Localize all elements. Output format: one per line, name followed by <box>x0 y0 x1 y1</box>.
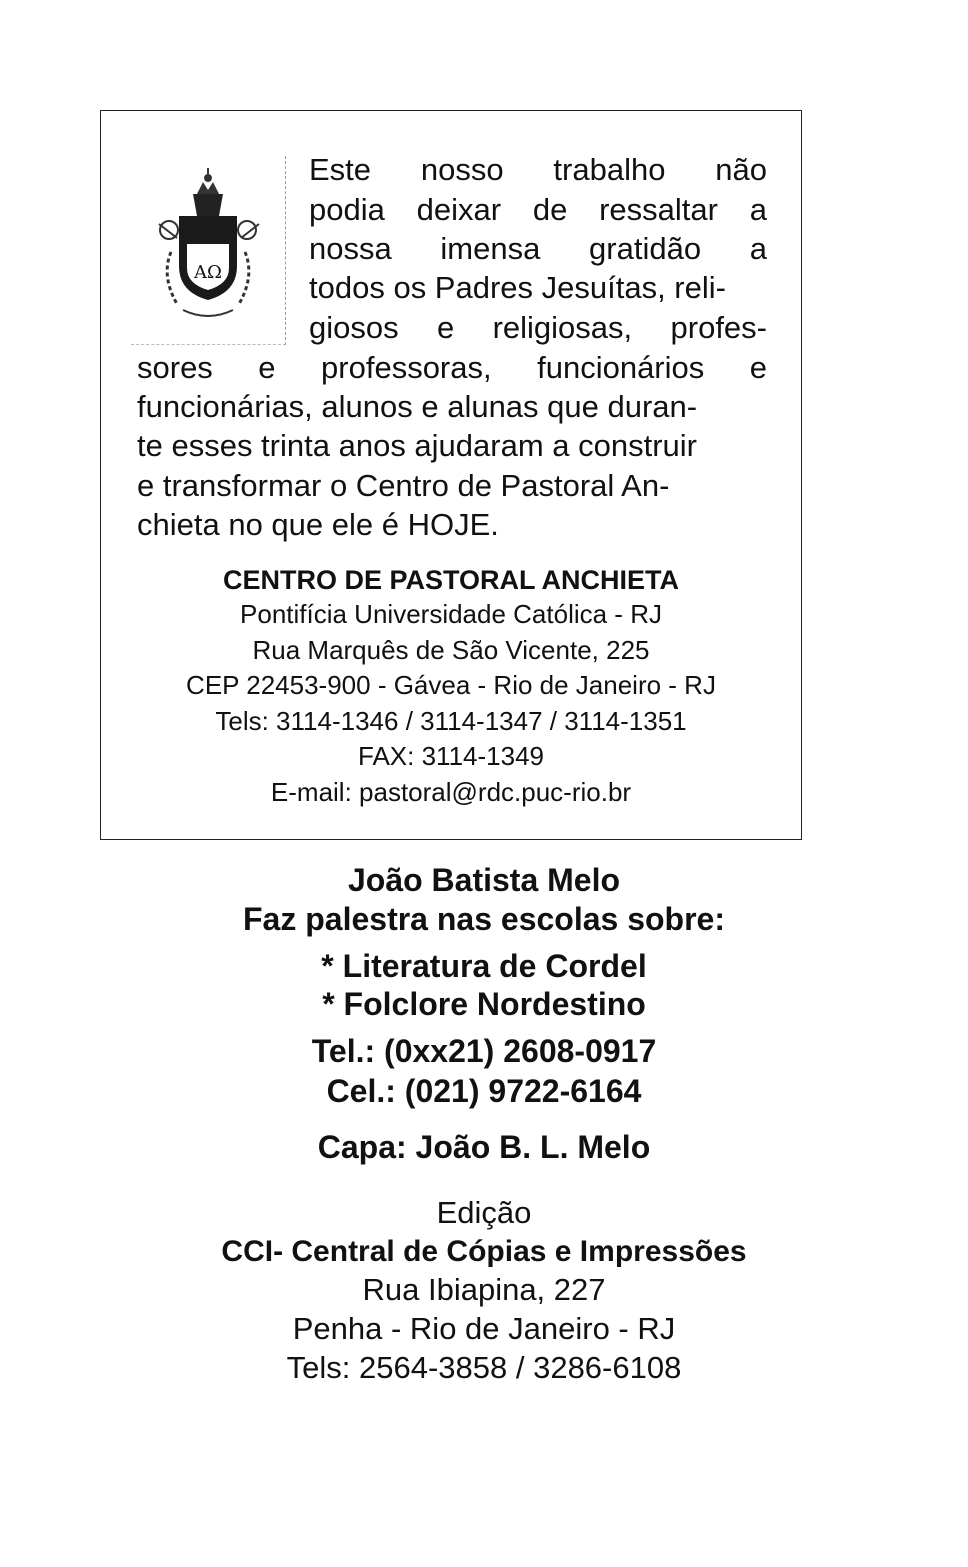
notice-line: podia deixar de ressaltar a <box>309 192 767 227</box>
acknowledgement-box <box>100 110 802 840</box>
edition-label: Edição <box>436 1195 532 1230</box>
author-intro: Faz palestra nas escolas sobre: <box>243 901 725 937</box>
notice-line: chieta no que ele é HOJE. <box>137 507 499 542</box>
notice-line: te esses trinta anos ajudaram a construir <box>137 428 697 463</box>
centro-institution: Pontifícia Universidade Católica - RJ <box>240 599 662 629</box>
notice-line: sores e professoras, funcionários e <box>137 350 767 385</box>
notice-line: giosos e religiosas, profes- <box>309 310 767 345</box>
notice-line: todos os Padres Jesuítas, reli- <box>309 270 726 305</box>
crest-frame <box>131 156 286 345</box>
centro-cep: CEP 22453-900 - Gávea - Rio de Janeiro - RJ <box>186 670 716 700</box>
svg-text:ΑΩ: ΑΩ <box>194 262 222 283</box>
edition-city: Penha - Rio de Janeiro - RJ <box>292 1311 676 1346</box>
university-coat-of-arms-icon <box>131 156 285 344</box>
author-topic: * Literatura de Cordel <box>321 948 647 984</box>
author-tel: Tel.: (0xx21) 2608-0917 <box>311 1033 657 1069</box>
notice-line: nossa imensa gratidão a <box>309 231 767 266</box>
notice-line: funcionárias, alunos e alunas que duran- <box>137 389 698 424</box>
notice-line: e transformar o Centro de Pastoral An- <box>137 468 670 503</box>
centro-title: CENTRO DE PASTORAL ANCHIETA <box>222 565 680 595</box>
centro-fax: FAX: 3114-1349 <box>358 741 544 771</box>
centro-contact-block <box>101 563 801 810</box>
cover-credit: Capa: João B. L. Melo <box>317 1129 651 1165</box>
centro-email: E-mail: pastoral@rdc.puc-rio.br <box>270 776 632 807</box>
edition-publisher: CCI- Central de Cópias e Impressões <box>221 1235 747 1268</box>
notice-line: Este nosso trabalho não <box>309 152 767 187</box>
author-cel: Cel.: (021) 9722-6164 <box>326 1073 642 1109</box>
centro-tels: Tels: 3114-1346 / 3114-1347 / 3114-1351 <box>215 705 687 736</box>
author-topic: * Folclore Nordestino <box>322 986 646 1022</box>
edition-tels: Tels: 2564-3858 / 3286-6108 <box>286 1350 682 1385</box>
author-name: João Batista Melo <box>347 862 621 898</box>
edition-street: Rua Ibiapina, 227 <box>362 1272 606 1307</box>
centro-street: Rua Marquês de São Vicente, 225 <box>252 634 650 665</box>
